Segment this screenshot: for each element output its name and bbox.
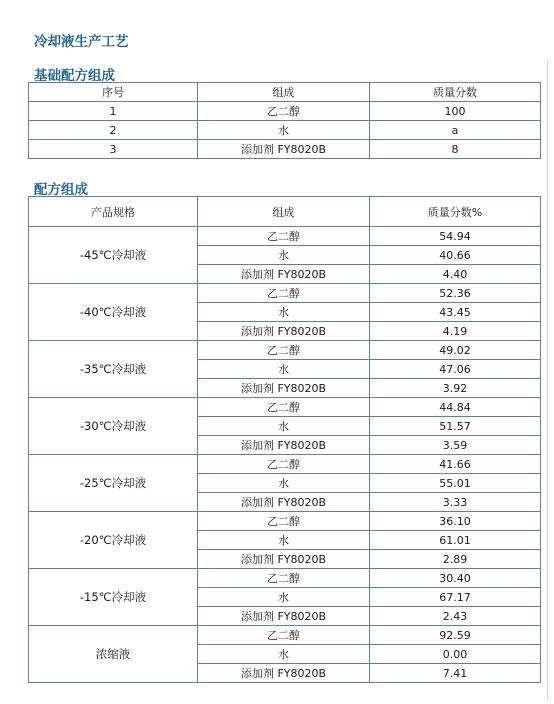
cell-mass-fraction: 55.01 <box>370 474 541 493</box>
table-header-row <box>29 197 541 227</box>
cell-mass-fraction: 2.89 <box>370 550 541 569</box>
table-row <box>29 284 541 303</box>
page-edge-divider <box>547 60 548 700</box>
cell-mass-fraction: 43.45 <box>370 303 541 322</box>
cell-mass-fraction: 2.43 <box>370 607 541 626</box>
header-mass-fraction: 质量分数 <box>370 83 541 102</box>
cell-mass-fraction: 44.84 <box>370 398 541 417</box>
cell-product-spec: -45℃冷却液 <box>29 227 198 284</box>
cell-component: 水 <box>198 246 370 265</box>
cell-component: 添加剂 FY8020B <box>198 550 370 569</box>
cell-component: 添加剂 FY8020B <box>198 664 370 683</box>
cell-product-spec: -40℃冷却液 <box>29 284 198 341</box>
cell-component: 水 <box>198 588 370 607</box>
cell-mass-fraction: 8 <box>370 140 541 159</box>
cell-component: 添加剂 FY8020B <box>198 493 370 512</box>
cell-component: 添加剂 FY8020B <box>198 322 370 341</box>
cell-mass-fraction: 54.94 <box>370 227 541 246</box>
header-component: 组成 <box>198 197 370 227</box>
cell-mass-fraction: 47.06 <box>370 360 541 379</box>
cell-mass-fraction: 100 <box>370 102 541 121</box>
cell-component: 添加剂 FY8020B <box>198 436 370 455</box>
cell-mass-fraction: 30.40 <box>370 569 541 588</box>
cell-component: 乙二醇 <box>198 569 370 588</box>
basic-formula-title: 基础配方组成 <box>34 68 115 84</box>
cell-mass-fraction: 36.10 <box>370 512 541 531</box>
cell-mass-fraction: 4.40 <box>370 265 541 284</box>
cell-mass-fraction: 40.66 <box>370 246 541 265</box>
cell-mass-fraction: 4.19 <box>370 322 541 341</box>
cell-component: 乙二醇 <box>198 455 370 474</box>
table-row <box>29 140 541 159</box>
cell-component: 水 <box>198 303 370 322</box>
formula-table <box>28 196 541 683</box>
cell-index: 1 <box>29 102 198 121</box>
header-component: 组成 <box>198 83 370 102</box>
cell-mass-fraction: 52.36 <box>370 284 541 303</box>
cell-component: 乙二醇 <box>198 284 370 303</box>
cell-component: 添加剂 FY8020B <box>198 607 370 626</box>
cell-mass-fraction: 49.02 <box>370 341 541 360</box>
table-row <box>29 102 541 121</box>
cell-component: 水 <box>198 417 370 436</box>
cell-product-spec: -25℃冷却液 <box>29 455 198 512</box>
table-row <box>29 121 541 140</box>
cell-component: 水 <box>198 121 370 140</box>
cell-component: 水 <box>198 474 370 493</box>
table-row <box>29 398 541 417</box>
cell-component: 乙二醇 <box>198 102 370 121</box>
cell-component: 水 <box>198 531 370 550</box>
cell-mass-fraction: 51.57 <box>370 417 541 436</box>
cell-mass-fraction: 3.59 <box>370 436 541 455</box>
table-row <box>29 227 541 246</box>
header-mass-fraction: 质量分数% <box>370 197 541 227</box>
table-row <box>29 455 541 474</box>
cell-component: 乙二醇 <box>198 512 370 531</box>
cell-mass-fraction: 0.00 <box>370 645 541 664</box>
cell-component: 添加剂 FY8020B <box>198 379 370 398</box>
header-product-spec: 产品规格 <box>29 197 198 227</box>
table-row <box>29 512 541 531</box>
table-row <box>29 626 541 645</box>
cell-product-spec: -15℃冷却液 <box>29 569 198 626</box>
cell-mass-fraction: 3.92 <box>370 379 541 398</box>
header-index: 序号 <box>29 83 198 102</box>
cell-product-spec: -35℃冷却液 <box>29 341 198 398</box>
cell-mass-fraction: 61.01 <box>370 531 541 550</box>
cell-component: 乙二醇 <box>198 398 370 417</box>
cell-mass-fraction: 3.33 <box>370 493 541 512</box>
basic-formula-table <box>28 82 541 159</box>
cell-mass-fraction: 41.66 <box>370 455 541 474</box>
cell-component: 添加剂 FY8020B <box>198 265 370 284</box>
cell-product-spec: -30℃冷却液 <box>29 398 198 455</box>
cell-product-spec: -20℃冷却液 <box>29 512 198 569</box>
cell-index: 3 <box>29 140 198 159</box>
cell-component: 乙二醇 <box>198 227 370 246</box>
formula-title: 配方组成 <box>34 182 88 198</box>
cell-mass-fraction: 7.41 <box>370 664 541 683</box>
cell-component: 乙二醇 <box>198 626 370 645</box>
cell-component: 添加剂 FY8020B <box>198 140 370 159</box>
cell-mass-fraction: 67.17 <box>370 588 541 607</box>
cell-index: 2 <box>29 121 198 140</box>
cell-mass-fraction: 92.59 <box>370 626 541 645</box>
cell-product-spec: 浓缩液 <box>29 626 198 683</box>
table-row <box>29 341 541 360</box>
table-header-row <box>29 83 541 102</box>
table-row <box>29 569 541 588</box>
page-title: 冷却液生产工艺 <box>34 34 129 50</box>
cell-component: 水 <box>198 645 370 664</box>
cell-component: 水 <box>198 360 370 379</box>
cell-mass-fraction: a <box>370 121 541 140</box>
cell-component: 乙二醇 <box>198 341 370 360</box>
